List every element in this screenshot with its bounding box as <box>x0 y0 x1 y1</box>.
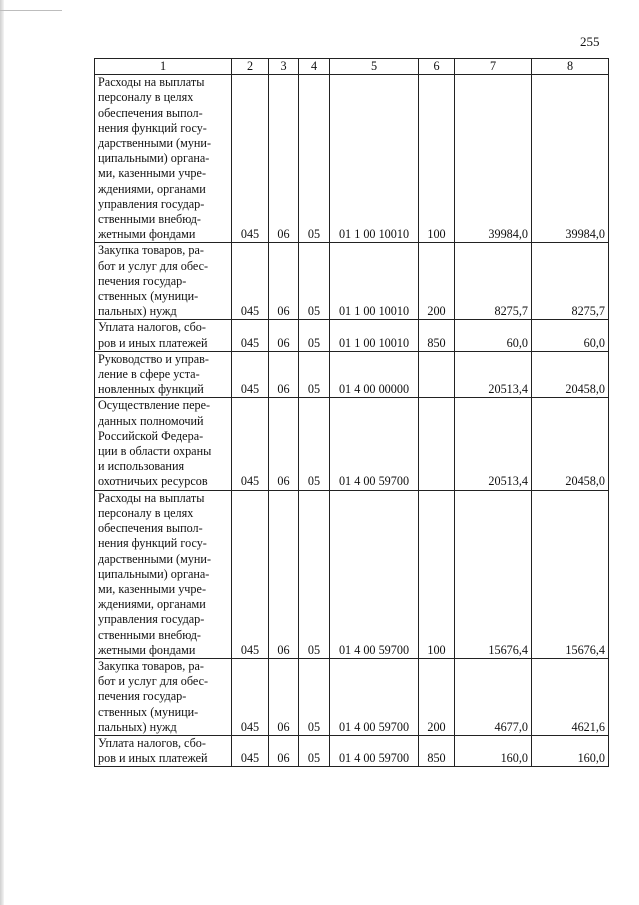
cell-section: 06 <box>269 243 299 320</box>
cell-section: 06 <box>269 75 299 243</box>
cell-ministry-code: 045 <box>232 351 269 398</box>
budget-table <box>94 58 609 767</box>
table-body <box>95 75 609 767</box>
cell-amount-executed: 8275,7 <box>532 243 609 320</box>
cell-expense-type: 200 <box>419 243 455 320</box>
cell-target-article: 01 4 00 59700 <box>330 490 419 658</box>
table-row <box>95 351 609 398</box>
cell-target-article: 01 1 00 10010 <box>330 75 419 243</box>
header-row <box>95 59 609 75</box>
description-line: ственными внебюд- <box>98 212 201 227</box>
cell-section: 06 <box>269 735 299 766</box>
cell-amount-executed: 160,0 <box>532 735 609 766</box>
cell-subsection: 05 <box>299 75 330 243</box>
col-header-1: 1 <box>95 59 232 75</box>
table-row <box>95 75 609 243</box>
description-line: Руководство и управ- <box>98 351 209 366</box>
description-line: дарственными (муни- <box>98 551 212 566</box>
cell-amount-executed: 4621,6 <box>532 658 609 735</box>
cell-expense-type <box>419 351 455 398</box>
cell-amount-approved: 39984,0 <box>455 75 532 243</box>
description-line: бот и услуг для обес- <box>98 258 209 273</box>
col-header-7: 7 <box>455 59 532 75</box>
description-line: ципальными) органа- <box>98 151 210 166</box>
col-header-2: 2 <box>232 59 269 75</box>
description-line: управления государ- <box>98 196 205 211</box>
cell-amount-approved: 8275,7 <box>455 243 532 320</box>
row-description <box>95 735 232 766</box>
description-line: ми, казенными учре- <box>98 581 206 596</box>
scan-top-corner <box>0 0 62 11</box>
description-line: обеспечения выпол- <box>98 521 203 536</box>
row-description <box>95 490 232 658</box>
description-line: нения функций госу- <box>98 120 207 135</box>
description-line: пальных) нужд <box>98 719 177 734</box>
description-line: новленных функций <box>98 382 204 397</box>
cell-subsection: 05 <box>299 320 330 351</box>
description-line: ров и иных платежей <box>98 751 208 766</box>
row-description <box>95 243 232 320</box>
cell-section: 06 <box>269 658 299 735</box>
cell-subsection: 05 <box>299 243 330 320</box>
description-line: Осуществление пере- <box>98 398 211 413</box>
page-number: 255 <box>580 34 600 49</box>
description-line: ственными внебюд- <box>98 627 201 642</box>
description-line: охотничьих ресурсов <box>98 474 208 489</box>
description-line: печения государ- <box>98 689 187 704</box>
description-line: жетными фондами <box>98 227 196 242</box>
cell-amount-executed: 39984,0 <box>532 75 609 243</box>
description-line: ственных (муници- <box>98 289 199 304</box>
description-line: бот и услуг для обес- <box>98 674 209 689</box>
description-line: Закупка товаров, ра- <box>98 658 204 673</box>
description-line: жетными фондами <box>98 642 196 657</box>
cell-target-article: 01 4 00 00000 <box>330 351 419 398</box>
col-header-8: 8 <box>532 59 609 75</box>
cell-target-article: 01 4 00 59700 <box>330 658 419 735</box>
description-line: Расходы на выплаты <box>98 75 205 90</box>
cell-expense-type: 100 <box>419 490 455 658</box>
table-row <box>95 398 609 490</box>
cell-amount-approved: 15676,4 <box>455 490 532 658</box>
cell-ministry-code: 045 <box>232 320 269 351</box>
description-line: персоналу в целях <box>98 90 194 105</box>
description-line: ции в области охраны <box>98 444 212 459</box>
table-row <box>95 320 609 351</box>
description-line: обеспечения выпол- <box>98 105 203 120</box>
col-header-5: 5 <box>330 59 419 75</box>
cell-ministry-code: 045 <box>232 75 269 243</box>
cell-section: 06 <box>269 398 299 490</box>
cell-amount-executed: 60,0 <box>532 320 609 351</box>
description-line: ципальными) органа- <box>98 566 210 581</box>
row-description <box>95 75 232 243</box>
description-line: Закупка товаров, ра- <box>98 243 204 258</box>
cell-amount-executed: 20458,0 <box>532 398 609 490</box>
cell-target-article: 01 1 00 10010 <box>330 320 419 351</box>
scan-left-edge <box>0 0 4 905</box>
table-row <box>95 658 609 735</box>
description-line: ление в сфере уста- <box>98 367 200 382</box>
description-line: нения функций госу- <box>98 536 207 551</box>
description-line: ственных (муници- <box>98 704 199 719</box>
cell-expense-type: 200 <box>419 658 455 735</box>
description-line: управления государ- <box>98 612 205 627</box>
cell-subsection: 05 <box>299 735 330 766</box>
cell-expense-type: 850 <box>419 320 455 351</box>
description-line: ждениями, органами <box>98 597 206 612</box>
cell-amount-approved: 20513,4 <box>455 398 532 490</box>
cell-expense-type: 100 <box>419 75 455 243</box>
cell-amount-approved: 4677,0 <box>455 658 532 735</box>
cell-ministry-code: 045 <box>232 398 269 490</box>
cell-ministry-code: 045 <box>232 735 269 766</box>
cell-ministry-code: 045 <box>232 490 269 658</box>
table-row <box>95 243 609 320</box>
cell-amount-approved: 20513,4 <box>455 351 532 398</box>
description-line: персоналу в целях <box>98 505 194 520</box>
col-header-3: 3 <box>269 59 299 75</box>
cell-amount-approved: 160,0 <box>455 735 532 766</box>
cell-target-article: 01 4 00 59700 <box>330 398 419 490</box>
row-description <box>95 351 232 398</box>
cell-target-article: 01 1 00 10010 <box>330 243 419 320</box>
cell-section: 06 <box>269 351 299 398</box>
cell-amount-executed: 15676,4 <box>532 490 609 658</box>
description-line: пальных) нужд <box>98 304 177 319</box>
description-line: печения государ- <box>98 273 187 288</box>
row-description <box>95 320 232 351</box>
description-line: ров и иных платежей <box>98 335 208 350</box>
description-line: Уплата налогов, сбо- <box>98 320 206 335</box>
cell-subsection: 05 <box>299 398 330 490</box>
cell-subsection: 05 <box>299 658 330 735</box>
table-row <box>95 735 609 766</box>
description-line: Уплата налогов, сбо- <box>98 735 206 750</box>
cell-expense-type <box>419 398 455 490</box>
cell-expense-type: 850 <box>419 735 455 766</box>
row-description <box>95 398 232 490</box>
table-row <box>95 490 609 658</box>
cell-section: 06 <box>269 490 299 658</box>
cell-amount-executed: 20458,0 <box>532 351 609 398</box>
row-description <box>95 658 232 735</box>
cell-subsection: 05 <box>299 490 330 658</box>
description-line: ми, казенными учре- <box>98 166 206 181</box>
description-line: Расходы на выплаты <box>98 490 205 505</box>
description-line: и использования <box>98 459 185 474</box>
cell-ministry-code: 045 <box>232 658 269 735</box>
cell-target-article: 01 4 00 59700 <box>330 735 419 766</box>
col-header-6: 6 <box>419 59 455 75</box>
description-line: дарственными (муни- <box>98 136 212 151</box>
description-line: данных полномочий <box>98 413 204 428</box>
cell-section: 06 <box>269 320 299 351</box>
col-header-4: 4 <box>299 59 330 75</box>
description-line: Российской Федера- <box>98 428 204 443</box>
cell-ministry-code: 045 <box>232 243 269 320</box>
description-line: ждениями, органами <box>98 181 206 196</box>
cell-amount-approved: 60,0 <box>455 320 532 351</box>
cell-subsection: 05 <box>299 351 330 398</box>
